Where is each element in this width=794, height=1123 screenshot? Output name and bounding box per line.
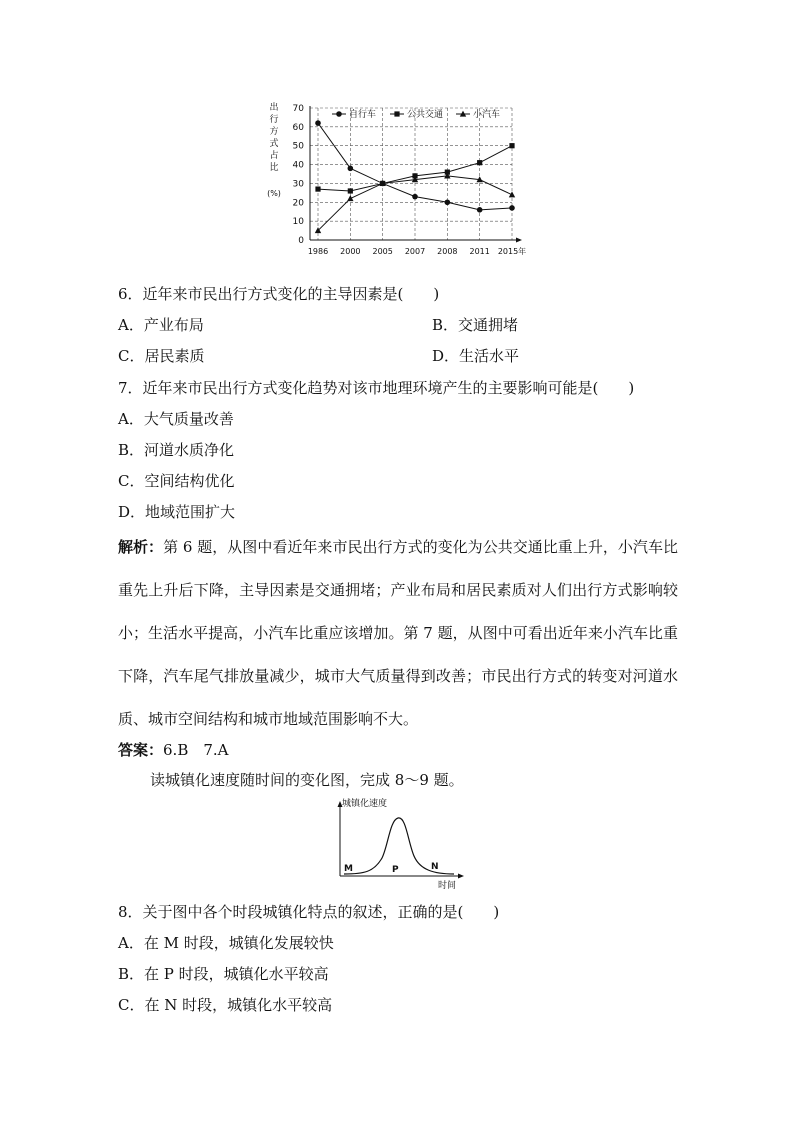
y-tick-label: 50 — [292, 141, 304, 152]
answer-text: 6.B 7.A — [163, 741, 229, 759]
svg-text:式: 式 — [269, 139, 279, 149]
data-point-circle — [477, 207, 483, 213]
y-tick-label: 70 — [292, 104, 304, 114]
data-point-circle — [336, 111, 342, 117]
y-tick-label: 60 — [292, 122, 304, 133]
legend-label: 小汽车 — [473, 110, 501, 120]
data-point-circle — [509, 205, 515, 211]
legend-label: 自行车 — [349, 110, 377, 120]
travel-mode-chart — [260, 100, 530, 270]
q7-option-a[interactable]: A．大气质量改善 — [118, 410, 234, 428]
q8-option-c[interactable]: C．在 N 时段，城镇化水平较高 — [118, 996, 333, 1014]
svg-text:出: 出 — [269, 103, 279, 113]
data-point-circle — [315, 120, 321, 126]
svg-text:方: 方 — [269, 127, 279, 137]
q6-option-a[interactable]: A．产业布局 — [118, 316, 204, 334]
q6-option-d[interactable]: D．生活水平 — [432, 347, 520, 365]
y-tick-label: 10 — [292, 217, 304, 228]
q6-option-c[interactable]: C．居民素质 — [118, 347, 205, 365]
svg-text:占: 占 — [269, 151, 279, 161]
svg-text:行: 行 — [269, 115, 279, 125]
x-tick-label: 2011 — [469, 247, 490, 256]
x-tick-label: 2005 — [372, 247, 393, 256]
data-point-triangle — [509, 191, 515, 197]
data-point-square — [509, 143, 514, 148]
svg-text:比: 比 — [269, 163, 279, 173]
chart2-label-m: M — [344, 864, 353, 874]
data-point-square — [348, 188, 353, 193]
q7-option-b[interactable]: B．河道水质净化 — [118, 441, 235, 459]
question-6-stem: 6．近年来市民出行方式变化的主导因素是( ) — [118, 285, 440, 303]
question-7-stem: 7．近年来市民出行方式变化趋势对该市地理环境产生的主要影响可能是( ) — [118, 379, 635, 397]
y-tick-label: 0 — [298, 236, 304, 246]
data-point-square — [477, 160, 482, 165]
q6-option-b[interactable]: B．交通拥堵 — [432, 316, 519, 334]
q8-option-a[interactable]: A．在 M 时段，城镇化发展较快 — [118, 934, 334, 952]
chart2-label-p: P — [392, 865, 399, 875]
analysis-label: 解析： — [118, 538, 164, 556]
chart2-x-arrow — [458, 874, 464, 879]
data-point-triangle — [347, 195, 353, 201]
data-point-circle — [412, 194, 418, 200]
y-tick-label: 40 — [292, 160, 304, 171]
chart2-ylabel: 城镇化速度 — [342, 799, 388, 809]
x-tick-label: 2008 — [437, 247, 458, 256]
data-point-circle — [445, 199, 451, 205]
x-tick-label: 2015年 — [497, 247, 527, 256]
x-tick-label: 2000 — [340, 247, 361, 256]
urbanization-speed-chart — [330, 798, 470, 890]
y-tick-label: 20 — [292, 198, 304, 209]
chart2-label-n: N — [431, 862, 439, 872]
intro-8-9: 读城镇化速度随时间的变化图，完成 8～9 题。 — [150, 771, 464, 789]
x-tick-label: 2007 — [404, 247, 426, 256]
data-point-square — [394, 111, 399, 116]
analysis-paragraph — [118, 526, 678, 741]
q7-option-c[interactable]: C．空间结构优化 — [118, 472, 235, 490]
q8-option-b[interactable]: B．在 P 时段，城镇化水平较高 — [118, 965, 329, 983]
answer-line — [118, 740, 229, 760]
analysis-text: 第 6 题，从图中看近年来市民出行方式的变化为公共交通比重上升，小汽车比重先上升后下降，主导因素是交通拥堵；产业布局和居民素质对人们出行方式影响较小；生活水平提高，小汽车比重应该增加。第 7 题，从图中可看出近年来小汽车比重下降，汽车尾气排放量减少，城市大气质量得到改善；市民出行方式的转变对河道水质、城市空间结构和城市地域范围影响不大。 — [118, 538, 678, 728]
y-tick-label: 30 — [292, 179, 304, 190]
q7-option-d[interactable]: D．地域范围扩大 — [118, 503, 236, 521]
data-point-square — [315, 186, 320, 191]
x-tick-label: 1986 — [307, 247, 329, 256]
answer-label: 答案： — [118, 741, 164, 759]
chart1-x-arrow — [516, 238, 522, 243]
legend-label: 公共交通 — [407, 110, 444, 120]
chart1-ylabel — [267, 101, 281, 198]
question-8-stem: 8．关于图中各个时段城镇化特点的叙述，正确的是( ) — [118, 903, 500, 921]
data-point-circle — [348, 166, 354, 172]
chart2-xlabel: 时间 — [438, 881, 457, 890]
svg-text:(%): (%) — [267, 189, 281, 198]
